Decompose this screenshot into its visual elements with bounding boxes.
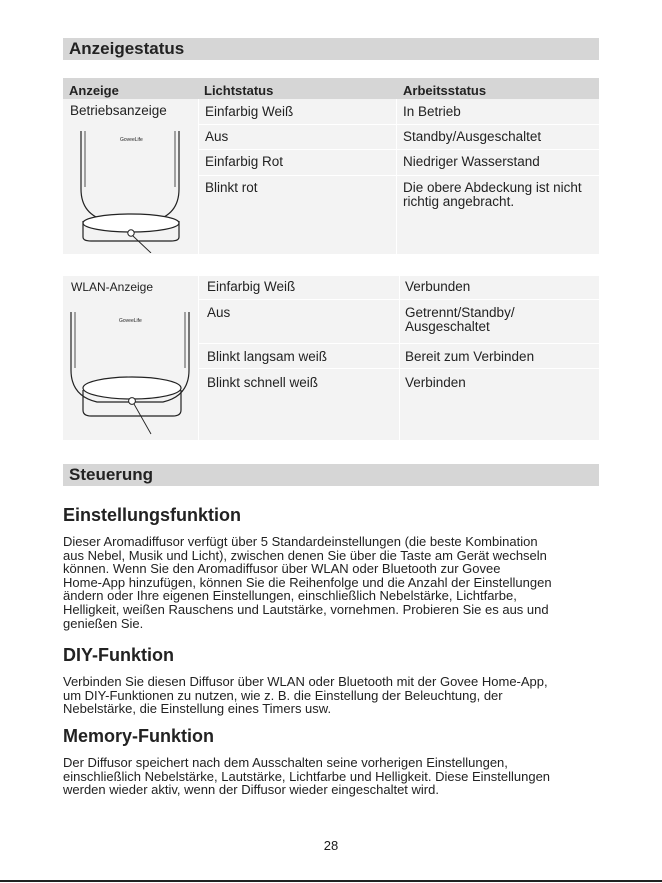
work-status-line1: Die obere Abdeckung ist nicht bbox=[403, 180, 582, 195]
text-line: ändern oder Ihre eigenen Einstellungen, einschließlich Nebelstärke, Lichtfarbe, bbox=[63, 588, 517, 604]
light-status: Blinkt rot bbox=[205, 180, 258, 195]
status-table-2 bbox=[63, 276, 599, 440]
paragraph-diy-funktion bbox=[63, 675, 598, 716]
indicator-label: Betriebsanzeige bbox=[70, 103, 167, 118]
text-line: Helligkeit, weißen Rauschens und Lautstärke, vornehmen. Probieren Sie es aus und bbox=[63, 601, 549, 617]
text-line: genießen Sie. bbox=[63, 615, 144, 631]
table-body bbox=[63, 99, 599, 254]
page-number: 28 bbox=[323, 838, 339, 853]
light-status: Einfarbig Weiß bbox=[205, 104, 294, 119]
text-line: Verbinden Sie diesen Diffusor über WLAN oder Bluetooth mit der Govee Home-App, bbox=[63, 674, 548, 689]
paragraph-einstellungsfunktion bbox=[63, 535, 598, 630]
work-status-line1: Getrennt/Standby/ bbox=[405, 305, 515, 320]
text-line: einschließlich Nebelstärke, Lautstärke, Lichtfarbe und Helligkeit. Diese Einstellungen bbox=[63, 768, 551, 784]
device-logo: GoveeLife bbox=[119, 318, 142, 324]
device-logo: GoveeLife bbox=[120, 137, 143, 143]
work-status: In Betrieb bbox=[403, 104, 461, 119]
section-title-steuerung: Steuerung bbox=[63, 464, 599, 486]
work-status-line2: richtig angebracht. bbox=[403, 194, 515, 209]
bottom-rule bbox=[0, 880, 662, 882]
text-line: Home-App hinzufügen, können Sie die Reihenfolge und die Anzahl der Einstellungen bbox=[63, 574, 552, 590]
work-status-line2: Ausgeschaltet bbox=[405, 319, 490, 334]
work-status: Verbinden bbox=[405, 375, 466, 390]
text-line: werden wieder aktiv, wenn der Diffusor wieder eingeschaltet wird. bbox=[63, 782, 439, 798]
work-status: Verbunden bbox=[405, 279, 471, 294]
work-status: Niedriger Wasserstand bbox=[403, 154, 540, 169]
paragraph-memory-funktion bbox=[63, 756, 598, 797]
heading-diy-funktion: DIY-Funktion bbox=[63, 645, 174, 665]
text-line: Nebelstärke, die Einstellung eines Timers usw. bbox=[63, 701, 332, 717]
light-status: Aus bbox=[207, 305, 231, 320]
light-status: Blinkt langsam weiß bbox=[207, 349, 328, 364]
text-line: Der Diffusor speichert nach dem Ausschalten seine vorherigen Einstellungen, bbox=[63, 755, 508, 770]
text-line: um DIY-Funktionen zu nutzen, wie z. B. die Einstellung der Beleuchtung, der bbox=[63, 687, 503, 703]
status-table-1 bbox=[63, 78, 599, 254]
light-status: Einfarbig Rot bbox=[205, 154, 284, 169]
light-status: Einfarbig Weiß bbox=[207, 279, 296, 294]
header-lichtstatus: Lichtstatus bbox=[204, 83, 274, 98]
text-line: aus Nebel, Musik und Licht), zwischen denen Sie über die Taste am Gerät wechseln bbox=[63, 547, 547, 563]
header-anzeige: Anzeige bbox=[69, 83, 119, 98]
work-status: Bereit zum Verbinden bbox=[405, 349, 535, 364]
header-arbeitsstatus: Arbeitsstatus bbox=[403, 83, 487, 98]
text-line: Dieser Aromadiffusor verfügt über 5 Standardeinstellungen (die beste Kombination bbox=[63, 534, 538, 549]
heading-einstellungsfunktion: Einstellungsfunktion bbox=[63, 505, 241, 525]
light-status: Blinkt schnell weiß bbox=[207, 375, 319, 390]
work-status: Standby/Ausgeschaltet bbox=[403, 129, 542, 144]
table-body bbox=[63, 276, 599, 440]
table-header-row bbox=[63, 78, 599, 99]
text-line: können. Wenn Sie den Aromadiffusor über WLAN oder Bluetooth zur Govee bbox=[63, 561, 501, 577]
indicator-label: WLAN-Anzeige bbox=[71, 280, 154, 294]
diffuser-illustration bbox=[67, 310, 195, 436]
light-status: Aus bbox=[205, 129, 229, 144]
section-title-anzeigestatus: Anzeigestatus bbox=[63, 38, 599, 60]
diffuser-illustration bbox=[67, 129, 195, 253]
heading-memory-funktion: Memory-Funktion bbox=[63, 726, 214, 746]
